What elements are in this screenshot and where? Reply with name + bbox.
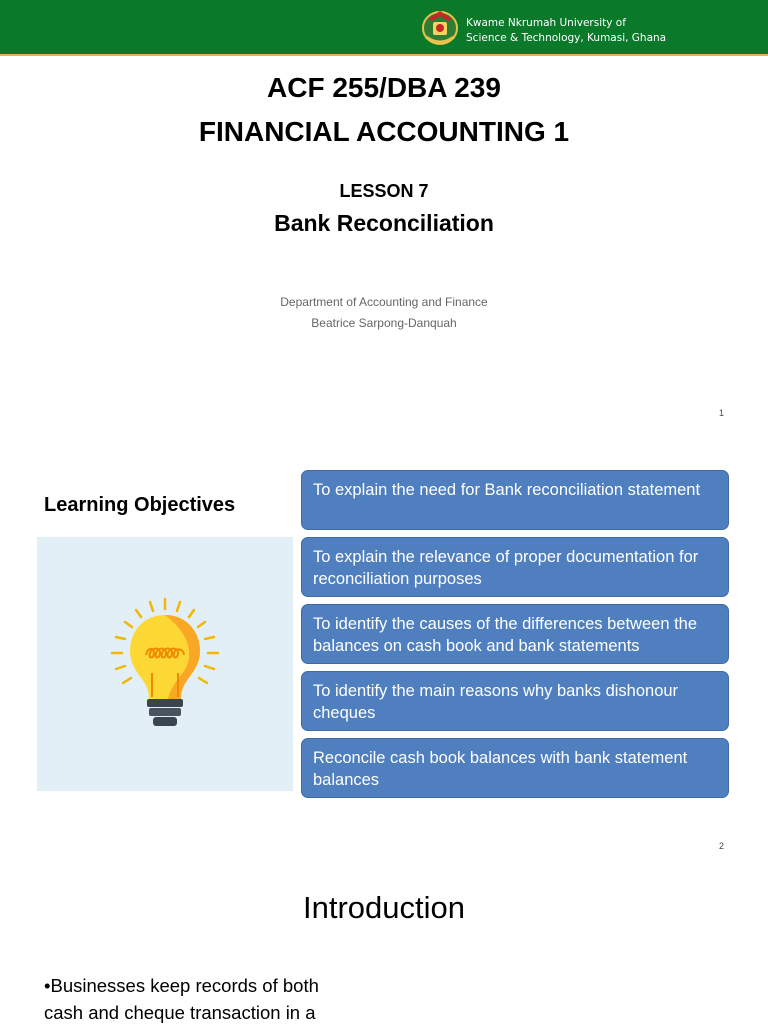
university-name-line2: Science & Technology, Kumasi, Ghana [466,32,667,44]
objective-item: To explain the relevance of proper documentation for reconciliation purposes [301,537,729,597]
page-number: 1 [718,408,724,418]
bullet-line: cash and cheque transaction in a [44,1002,316,1023]
course-code: ACF 255/DBA 239 [267,72,501,103]
objective-item: To identify the causes of the differences between the balances on cash book and bank statements [301,604,729,664]
university-name-line1: Kwame Nkrumah University of [466,17,626,29]
knust-crest-icon [420,7,460,47]
department-name: Department of Accounting and Finance [280,295,488,309]
page-number: 2 [718,841,724,851]
introduction-bullet [44,972,354,1024]
university-name [466,16,666,46]
introduction-title: Introduction [303,890,465,925]
course-title: FINANCIAL ACCOUNTING 1 [198,116,570,147]
objective-item: Reconcile cash book balances with bank statement balances [301,738,729,798]
lesson-label: LESSON 7 [339,181,429,201]
objective-item: To explain the need for Bank reconciliation statement [301,470,729,530]
learning-objectives-heading: Learning Objectives [44,494,236,516]
university-header-bar [0,0,768,56]
objective-item: To identify the main reasons why banks dishonour cheques [301,671,729,731]
author-name: Beatrice Sarpong-Danquah [311,316,457,330]
objectives-list [301,470,729,805]
lightbulb-icon [98,593,232,735]
bullet-line: •Businesses keep records of both [44,975,319,996]
lesson-topic: Bank Reconciliation [274,210,494,236]
